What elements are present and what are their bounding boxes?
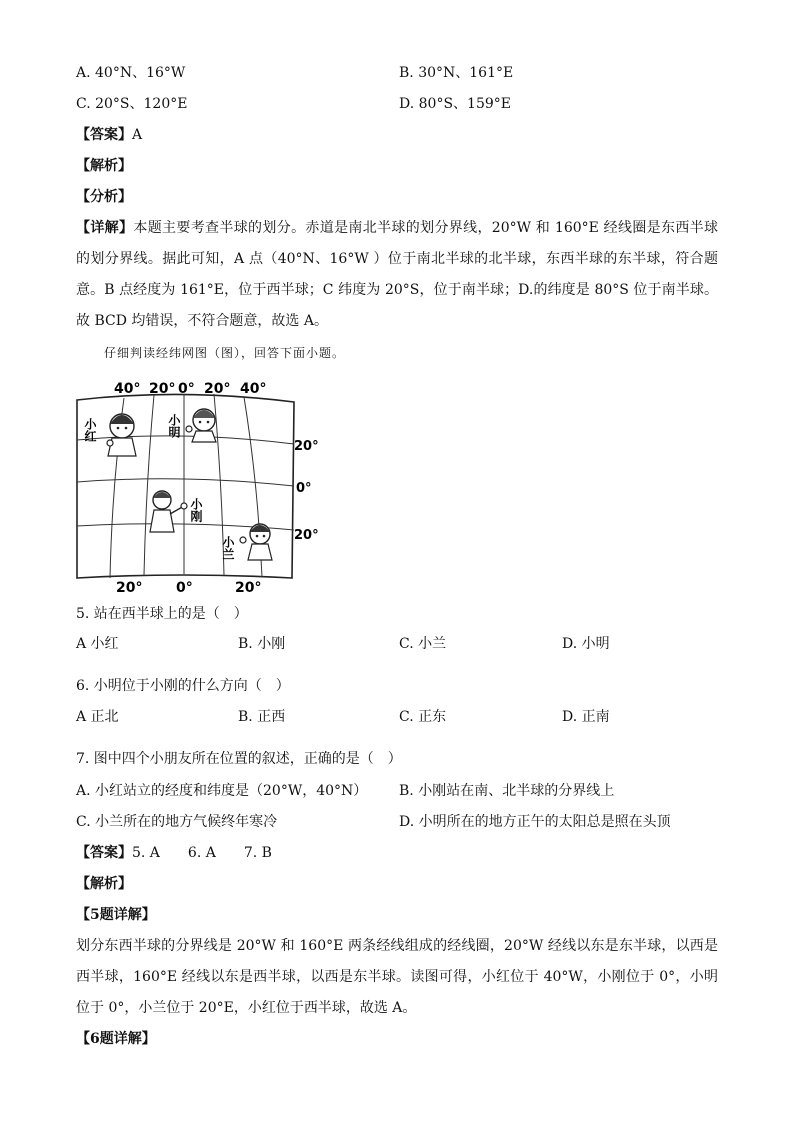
map-right-label: 20° [294,528,319,543]
detail-label: 【详解】 [76,220,134,236]
map-top-label: 40° [114,381,141,397]
answer-label: 【答案】 [76,127,132,143]
answer-value: 5. A 6. A 7. B [132,845,272,861]
kid-name-xiaolan: 小兰 [221,536,235,560]
q6-option-b: B. 正西 [238,709,286,725]
q5-detail-paragraph: 划分东西半球的分界线是 20°W 和 160°E 两条经线组成的经线圈，20°W 经线以东是东半球，以西是西半球，160°E 经线以东是西半球，以西是东半球。读图可得，小红位于 40°W，小刚位于 0°，小明位于 0°，小兰位于 20°E，小红位于西半球，故选 A。 [76,938,718,1016]
map-right-label: 20° [294,439,319,454]
kid-name-xiaohong: 小红 [83,418,97,442]
analysis-heading: 【解析】 [76,876,132,892]
q5-option-a: A 小红 [76,636,119,652]
q5-option-d: D. 小明 [562,636,610,652]
option-b: B. 30°N、161°E [399,65,514,81]
fenxi-heading: 【分析】 [76,189,132,205]
q6-detail-heading: 【6题详解】 [76,1031,156,1047]
map-right-label: 0° [296,481,312,496]
q7-stem: 7. 图中四个小朋友所在位置的叙述，正确的是（ ） [76,751,402,767]
kid-figure-xiaolan [240,524,272,560]
kid-figure-xiaogang [150,491,187,532]
kid-name-xiaogang: 小刚 [189,498,203,522]
map-bottom-label: 20° [235,580,262,596]
q6-stem: 6. 小明位于小刚的什么方向（ ） [76,678,290,694]
q6-option-c: C. 正东 [399,709,447,725]
q6-option-d: D. 正南 [562,709,610,725]
answer-label: 【答案】 [76,845,132,861]
map-bottom-label: 20° [116,580,143,596]
q5-detail-heading: 【5题详解】 [76,907,156,923]
option-a: A. 40°N、16°W [76,65,186,81]
q6-option-a: A 正北 [76,709,119,725]
analysis-heading: 【解析】 [76,158,132,174]
answer-line-1 [76,125,142,145]
option-c: C. 20°S、120°E [76,96,188,112]
graticule-map [72,374,332,596]
option-d: D. 80°S、159°E [399,96,511,112]
q5-option-c: C. 小兰 [399,636,447,652]
q7-option-c: C. 小兰所在的地方气候终年寒冷 [76,814,278,830]
q7-option-b: B. 小刚站在南、北半球的分界线上 [399,783,615,799]
map-bottom-label: 0° [176,580,193,596]
detail-text: 本题主要考查半球的划分。赤道是南北半球的划分界线，20°W 和 160°E 经线圈是东西半球的划分界线。据此可知，A 点（40°N、16°W ）位于南北半球的北半球，东西半球的东半球，符合题意。B 点经度为 161°E，位于西半球；C 纬度为 20°S，位于南半球；D.的纬度是 80°S 位于南半球。故 BCD 均错误，不符合题意，故选 A。 [76,220,719,329]
kid-figure-xiaohong [107,414,136,456]
map-top-label: 20° [149,381,176,397]
q7-option-d: D. 小明所在的地方正午的太阳总是照在头顶 [399,814,671,830]
q7-option-a: A. 小红站立的经度和纬度是（20°W，40°N） [76,783,368,799]
answer-line-2 [76,843,272,863]
q5-option-b: B. 小刚 [238,636,286,652]
parallel-line [77,479,294,486]
q5-stem: 5. 站在西半球上的是（ ） [76,606,248,622]
map-caption: 仔细判读经纬网图（图），回答下面小题。 [104,346,346,360]
map-top-label: 0° [178,381,195,397]
map-top-label: 20° [204,381,231,397]
kid-name-xiaoming: 小明 [167,414,181,438]
detail-paragraph-1 [76,213,718,337]
kid-figure-xiaoming [186,409,216,442]
answer-value: A [132,127,143,143]
map-top-label: 40° [240,381,267,397]
meridian-line [144,395,154,575]
